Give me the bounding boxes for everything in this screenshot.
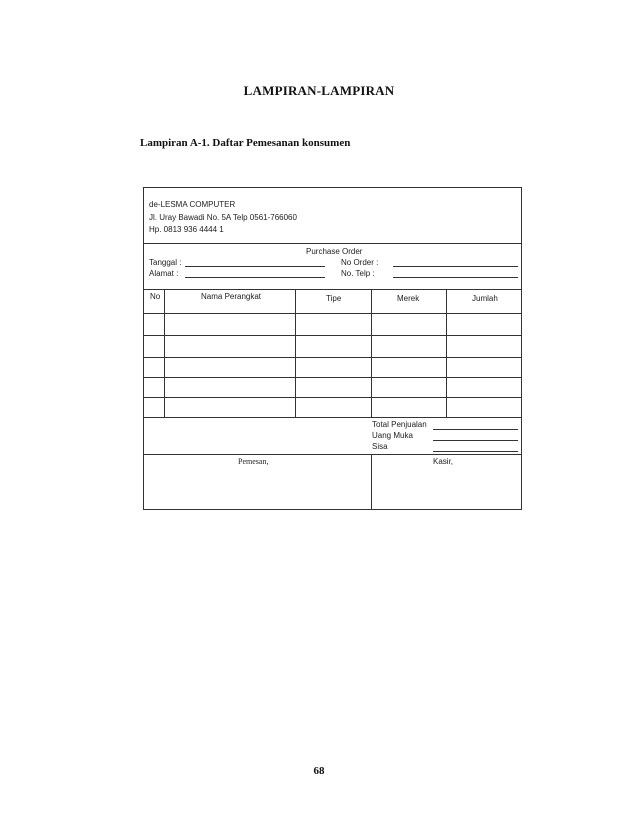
column-header-no: No	[150, 292, 161, 301]
form-border-bottom	[143, 509, 522, 510]
date-field-line	[185, 266, 325, 267]
column-header-device-name: Nama Perangkat	[201, 292, 262, 301]
company-name: de-LESMA COMPUTER	[149, 200, 236, 209]
customer-signature-label: Pemesan,	[238, 457, 269, 466]
signature-divider	[143, 454, 522, 455]
order-no-label: No Order :	[341, 258, 379, 267]
company-phone: Hp. 0813 936 4444 1	[149, 225, 224, 234]
total-sales-label: Total Penjualan	[372, 420, 427, 429]
cashier-signature-label: Kasir,	[433, 457, 454, 466]
form-border-top	[143, 187, 522, 188]
down-payment-label: Uang Muka	[372, 431, 413, 440]
table-header-line	[143, 313, 522, 314]
table-bottom-line	[143, 417, 522, 418]
address-label: Alamat :	[149, 269, 179, 278]
table-row-line	[143, 357, 522, 358]
table-row-line	[143, 377, 522, 378]
purchase-order-form	[143, 187, 522, 510]
table-row-line	[143, 335, 522, 336]
signature-column-divider	[371, 454, 372, 510]
form-border-right	[521, 187, 522, 510]
page-number: 68	[313, 765, 325, 777]
appendix-subtitle: Lampiran A-1. Daftar Pemesanan konsumen	[140, 137, 351, 149]
header-divider	[143, 243, 522, 244]
table-top-line	[143, 289, 522, 290]
column-header-brand: Merek	[397, 294, 420, 303]
total-field-line	[433, 429, 518, 430]
remaining-label: Sisa	[372, 442, 388, 451]
form-title: Purchase Order	[306, 247, 363, 256]
address-field-line	[185, 277, 325, 278]
form-border-left	[143, 187, 144, 510]
phone-no-field-line	[393, 277, 518, 278]
remaining-field-line	[433, 451, 518, 452]
company-address: Jl. Uray Bawadi No. 5A Telp 0561-766060	[149, 213, 297, 222]
down-payment-field-line	[433, 440, 518, 441]
phone-no-label: No. Telp :	[341, 269, 375, 278]
date-label: Tanggal :	[149, 258, 182, 267]
order-no-field-line	[393, 266, 518, 267]
column-header-quantity: Jumlah	[472, 294, 498, 303]
column-header-type: Tipe	[326, 294, 342, 303]
table-row-line	[143, 397, 522, 398]
page-title: LAMPIRAN-LAMPIRAN	[243, 83, 395, 98]
